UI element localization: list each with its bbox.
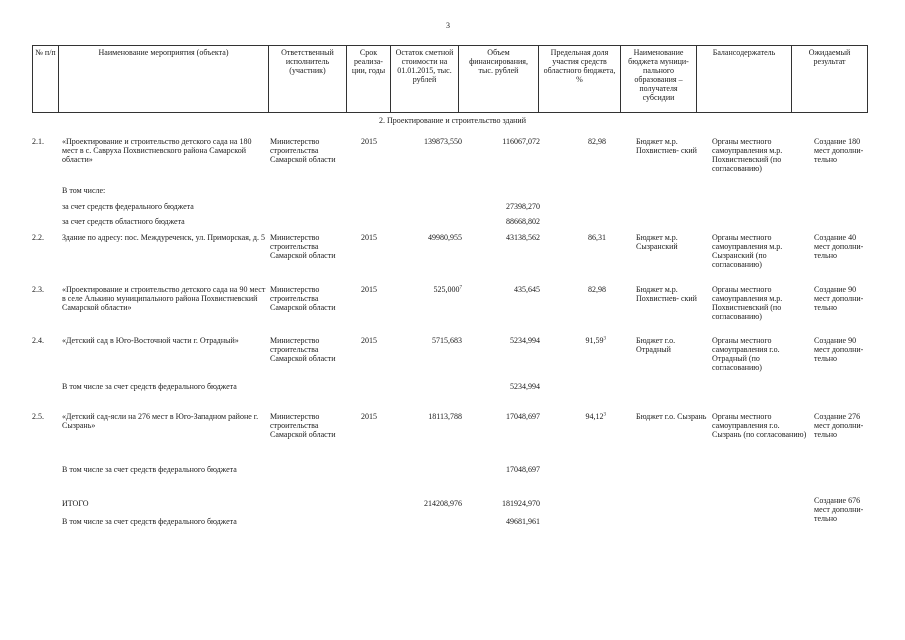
page-number: 3	[446, 21, 450, 30]
header-cell-remainder: Остаток сметной стоимости на 01.01.2015, тыс. рублей	[391, 46, 459, 113]
header-cell-name: Наименование мероприятия (объекта)	[59, 46, 269, 113]
sub-label: В том числе:	[62, 186, 106, 195]
sub-label: В том числе за счет средств федерального бюджета	[62, 382, 237, 391]
total-remainder: 214208,976	[424, 499, 462, 508]
row-remainder: 18113,788	[428, 412, 462, 421]
row-number: 2.4.	[32, 336, 44, 345]
header-cell-share: Предельная доля участия средств областного бюджета, %	[539, 46, 621, 113]
row-share: 91,59$^3$	[585, 336, 606, 345]
row-remainder: 139873,550	[424, 137, 462, 146]
sub-label: В том числе за счет средств федерального бюджета	[62, 465, 237, 474]
sub-label: за счет средств областного бюджета	[62, 217, 185, 226]
row-volume: 43138,562	[506, 233, 540, 242]
row-share: 82,98	[588, 285, 606, 294]
row-share: 82,98	[588, 137, 606, 146]
row-share: 94,12$^3$	[585, 412, 606, 421]
total-fed-label: В том числе за счет средств федерального бюджета	[62, 517, 237, 526]
sub-value: 17048,697	[506, 465, 540, 474]
row-holder: Органы местного самоуправления м.р. Похвистневский (по согласованию)	[712, 137, 783, 173]
row-number: 2.2.	[32, 233, 44, 242]
header-cell-no: № п/п	[33, 46, 59, 113]
row-number: 2.3.	[32, 285, 44, 294]
row-name: Здание по адресу: пос. Междуреченск, ул. Приморская, д. 5	[62, 233, 265, 242]
row-share: 86,31	[588, 233, 606, 242]
header-cell-result: Ожидаемый результат	[792, 46, 868, 113]
row-term: 2015	[361, 412, 377, 421]
row-result: Создание 90 мест дополни- тельно	[814, 285, 864, 312]
row-term: 2015	[361, 336, 377, 345]
row-result: Создание 180 мест дополни- тельно	[814, 137, 864, 164]
row-term: 2015	[361, 137, 377, 146]
row-result: Создание 276 мест дополни- тельно	[814, 412, 864, 439]
total-fed-value: 49681,961	[506, 517, 540, 526]
row-executor: Министерство строительства Самарской области	[270, 336, 336, 363]
row-term: 2015	[361, 285, 377, 294]
row-budget: Бюджет м.р. Похвистнев- ский	[636, 137, 697, 155]
row-holder: Органы местного самоуправления г.о. Сызрань (по согласованию)	[712, 412, 807, 439]
row-name: «Детский сад-ясли на 276 мест в Юго-Западном районе г. Сызрань»	[62, 412, 259, 430]
section-title: 2. Проектирование и строительство зданий	[379, 116, 526, 125]
sub-value: 5234,994	[510, 382, 540, 391]
row-budget: Бюджет м.р. Сызранский	[636, 233, 678, 251]
row-result: Создание 90 мест дополни- тельно	[814, 336, 864, 363]
header-cell-volume: Объем финансирования, тыс. рублей	[459, 46, 539, 113]
row-volume: 116067,072	[502, 137, 540, 146]
row-volume: 435,645	[514, 285, 540, 294]
row-executor: Министерство строительства Самарской области	[270, 285, 336, 312]
header-cell-executor: Ответственный исполнитель (участник)	[269, 46, 347, 113]
header-cell-holder: Балансодержатель	[697, 46, 792, 113]
row-name: «Проектирование и строительство детского сада на 90 мест в селе Алькино муниципального района Похвистневский Самарской области»	[62, 285, 266, 312]
row-executor: Министерство строительства Самарской области	[270, 233, 336, 260]
row-holder: Органы местного самоуправления м.р. Сызранский (по согласованию)	[712, 233, 783, 269]
table-header	[32, 45, 868, 113]
row-volume: 5234,994	[510, 336, 540, 345]
row-term: 2015	[361, 233, 377, 242]
row-remainder: 5715,683	[432, 336, 462, 345]
header-cell-budget: Наименование бюджета муници- пального образования – получателя субсидии	[621, 46, 697, 113]
row-holder: Органы местного самоуправления м.р. Похвистневский (по согласованию)	[712, 285, 783, 321]
row-volume: 17048,697	[506, 412, 540, 421]
total-result: Создание 676 мест дополни- тельно	[814, 496, 864, 523]
row-number: 2.5.	[32, 412, 44, 421]
row-executor: Министерство строительства Самарской области	[270, 137, 336, 164]
row-name: «Детский сад в Юго-Восточной части г. Отрадный»	[62, 336, 239, 345]
row-budget: Бюджет г.о. Отрадный	[636, 336, 676, 354]
row-remainder: 49980,955	[428, 233, 462, 242]
row-executor: Министерство строительства Самарской области	[270, 412, 336, 439]
sub-value: 88668,802	[506, 217, 540, 226]
row-budget: Бюджет м.р. Похвистнев- ский	[636, 285, 697, 303]
sub-value: 27398,270	[506, 202, 540, 211]
total-volume: 181924,970	[502, 499, 540, 508]
row-remainder: 525,000$^7$	[433, 285, 462, 294]
row-number: 2.1.	[32, 137, 44, 146]
row-result: Создание 40 мест дополни- тельно	[814, 233, 864, 260]
header-cell-term: Срок реализа- ции, годы	[347, 46, 391, 113]
total-label: ИТОГО	[62, 499, 89, 508]
row-name: «Проектирование и строительство детского сада на 180 мест в с. Савруха Похвистневского района Самарской области»	[62, 137, 252, 164]
row-budget: Бюджет г.о. Сызрань	[636, 412, 707, 421]
sub-label: за счет средств федерального бюджета	[62, 202, 194, 211]
row-holder: Органы местного самоуправления г.о. Отрадный (по согласованию)	[712, 336, 780, 372]
